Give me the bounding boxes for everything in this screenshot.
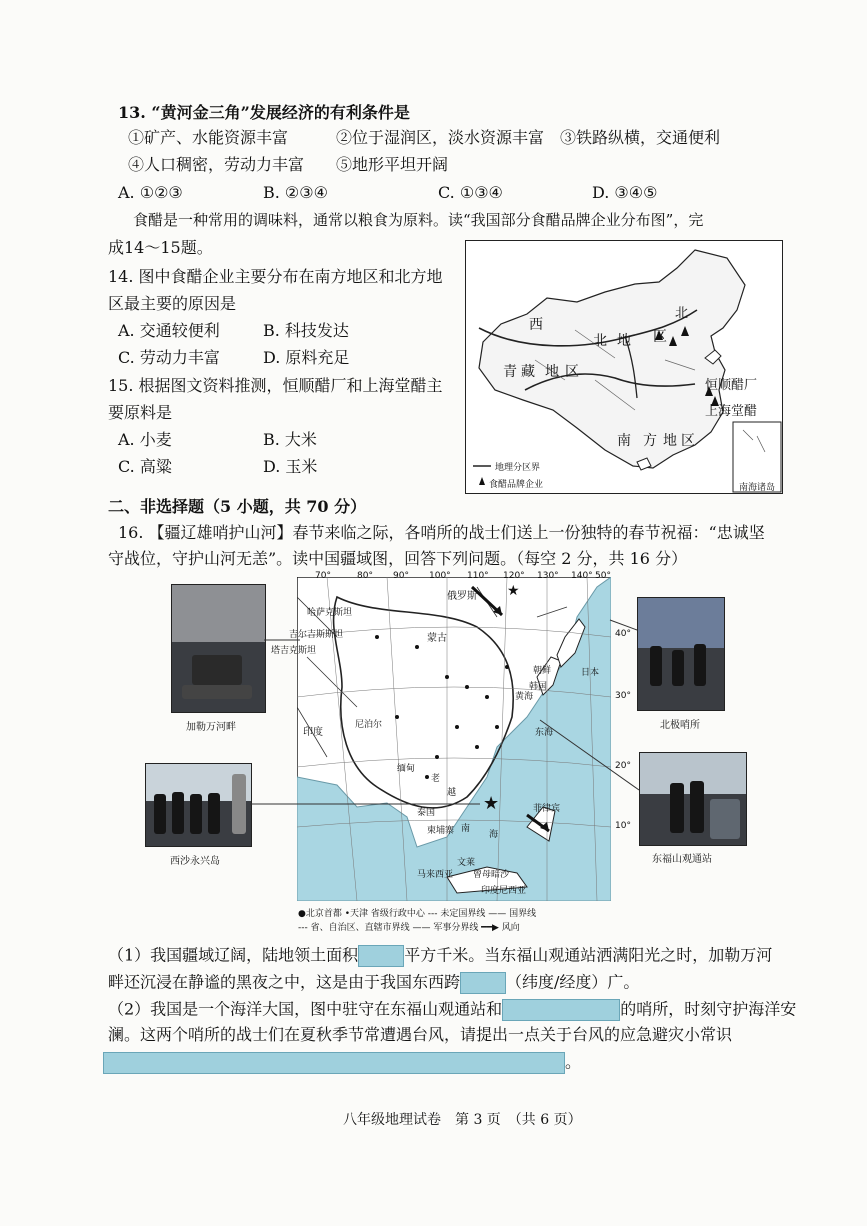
q16-sub1-text-a: （1）我国疆域辽阔，陆地领土面积 (108, 945, 359, 965)
lat-10: 10° (615, 821, 631, 831)
answer-blank-span[interactable] (460, 972, 506, 994)
label-korea: 朝鲜 (533, 666, 552, 676)
label-vietnam: 越 (447, 788, 457, 798)
label-philippines: 菲律宾 (533, 804, 561, 814)
lon-100: 100° (429, 571, 451, 581)
q16-line-1: 16. 【疆辽雄哨护山河】春节来临之际，各哨所的战士们送上一份独特的春节祝福：“忠诚坚 (118, 523, 765, 542)
q16-sub2-end: 。 (565, 1052, 582, 1072)
answer-blank-outpost[interactable] (502, 999, 620, 1021)
region-qinghai-2: 藏 (521, 364, 535, 380)
q15-option-d[interactable]: D. 玉米 (263, 457, 318, 476)
label-hengshun: 恒顺醋厂 (705, 378, 758, 393)
caption-xisha: 西沙永兴岛 (170, 856, 220, 867)
label-nepal: 尼泊尔 (355, 720, 383, 730)
lon-70: 70° (315, 571, 331, 581)
q15-option-a[interactable]: A. 小麦 (118, 430, 172, 449)
region-south-4: 区 (681, 433, 695, 449)
svg-text:★: ★ (507, 583, 520, 599)
q15-option-b[interactable]: B. 大米 (263, 430, 317, 449)
q16-sub2-text-b: 的哨所，时刻守护海洋安 (620, 999, 797, 1019)
map-legend-2: --- 省、自治区、直辖市界线 —— 军事分界线 ━━▶ 风向 (298, 923, 520, 933)
caption-dongfu: 东福山观通站 (652, 854, 712, 865)
q14-option-b[interactable]: B. 科技发达 (263, 321, 349, 340)
q13-option-b[interactable]: B. ②③④ (263, 183, 328, 202)
q13-conditions-2: ④人口稠密，劳动力丰富 ⑤地形平坦开阔 (128, 155, 449, 174)
region-qinghai-3: 地 (545, 364, 559, 380)
lon-110: 110° (467, 571, 489, 581)
region-north-partial: 北 (675, 306, 689, 321)
inset-label: 南海诸岛 (739, 483, 776, 493)
label-nan: 南 (461, 824, 471, 834)
caption-beiji: 北极哨所 (660, 720, 700, 731)
q14-stem-1: 14. 图中食醋企业主要分布在南方地区和北方地 (108, 267, 443, 286)
q16-line-2: 守战位，守护山河无恙”。读中国疆域图，回答下列问题。（每空 2 分，共 16 分） (108, 549, 688, 568)
q14-option-c[interactable]: C. 劳动力丰富 (118, 348, 220, 367)
page-footer: 八年级地理试卷 第 3 页 （共 6 页） (343, 1112, 582, 1128)
region-northwest-3: 地 (617, 333, 631, 349)
q14-stem-2: 区最主要的原因是 (108, 294, 237, 313)
lon-120: 120° (503, 571, 525, 581)
label-laos: 老 (431, 774, 441, 784)
q13-option-c[interactable]: C. ①③④ (438, 183, 503, 202)
label-malaysia: 马来西亚 (417, 870, 454, 880)
label-japan: 日本 (581, 668, 600, 678)
region-qinghai-1: 青 (503, 364, 517, 380)
lat-30: 30° (615, 691, 631, 701)
answer-blank-typhoon[interactable] (103, 1052, 565, 1074)
label-cambodia: 柬埔寨 (427, 826, 455, 836)
label-brunei: 文莱 (457, 858, 476, 868)
svg-text:★: ★ (483, 793, 500, 814)
answer-blank-area[interactable] (358, 945, 404, 967)
q16-sub1-text-c: 畔还沉浸在静谧的黑夜之中，这是由于我国东西跨 (108, 972, 461, 992)
region-northwest-2: 北 (593, 333, 607, 349)
legend-enterprise: 食醋品牌企业 (489, 480, 544, 490)
section2-title: 二、非选择题（5 小题，共 70 分） (108, 497, 367, 516)
region-south-3: 地 (663, 433, 677, 449)
label-zengmu: 曾母暗沙 (473, 870, 510, 880)
label-mongolia: 蒙古 (427, 633, 447, 644)
q16-sub2-line3 (103, 1052, 581, 1074)
q13-option-a[interactable]: A. ①②③ (118, 183, 183, 202)
label-indonesia: 印度尼西亚 (481, 886, 527, 896)
legend-boundary: 地理分区界 (495, 463, 541, 473)
q13-stem: 13. “黄河金三角”发展经济的有利条件是 (118, 103, 410, 122)
q16-sub1-text-b: 平方千米。当东福山观通站洒满阳光之时，加勒万河 (404, 945, 773, 965)
label-kyrgyz: 吉尔吉斯斯坦 (289, 630, 344, 640)
label-eastsea: 东海 (535, 728, 554, 738)
lat-40: 40° (615, 629, 631, 639)
label-skorea: 韩国 (529, 682, 548, 692)
label-india: 印度 (303, 727, 323, 738)
region-south-1: 南 (617, 433, 631, 449)
label-thailand: 泰国 (417, 808, 436, 818)
label-yellowsea: 黄海 (515, 692, 534, 702)
region-qinghai-4: 区 (565, 364, 579, 380)
q16-sub1-line1 (108, 945, 772, 967)
label-kazakh: 哈萨克斯坦 (307, 608, 353, 618)
label-shanghai: 上海堂醋 (705, 404, 758, 419)
lon-130: 130° (537, 571, 559, 581)
q15-stem-2: 要原料是 (108, 403, 173, 422)
q13-option-d[interactable]: D. ③④⑤ (592, 183, 658, 202)
q16-sub2-line1 (108, 999, 796, 1021)
caption-galwan: 加勒万河畔 (186, 722, 236, 733)
lon-150: 50° (595, 571, 611, 581)
label-tajik: 塔吉克斯坦 (271, 646, 317, 656)
q16-sub2-line2: 澜。这两个哨所的战士们在夏秋季节常遭遇台风，请提出一点关于台风的应急避灾小常识 (108, 1025, 733, 1044)
q14-option-d[interactable]: D. 原料充足 (263, 348, 350, 367)
region-northwest-4: 区 (653, 329, 667, 345)
label-hai: 海 (489, 830, 499, 840)
lon-140: 140° (571, 571, 593, 581)
q16-sub1-line2 (108, 972, 639, 994)
region-south-2: 方 (643, 433, 657, 449)
q14-option-a[interactable]: A. 交通较便利 (118, 321, 220, 340)
label-myanmar: 缅甸 (397, 764, 416, 774)
lon-80: 80° (357, 571, 373, 581)
q13-conditions-1: ①矿产、水能资源丰富 ②位于湿润区，淡水资源丰富 ③铁路纵横，交通便利 (128, 128, 721, 147)
map-legend-1: ●北京首都 •天津 省级行政中心 --- 未定国界线 —— 国界线 (298, 909, 537, 919)
q15-stem-1: 15. 根据图文资料推测，恒顺醋厂和上海堂醋主 (108, 376, 443, 395)
lon-90: 90° (393, 571, 409, 581)
intro-line-2: 成14～15题。 (108, 238, 213, 257)
intro-line-1: 食醋是一种常用的调味料，通常以粮食为原料。读“我国部分食醋品牌企业分布图”，完 (133, 211, 704, 229)
label-russia: 俄罗斯 (447, 591, 477, 602)
q16-sub2-text-a: （2）我国是一个海洋大国，图中驻守在东福山观通站和 (108, 999, 503, 1019)
region-northwest-1: 西 (529, 317, 543, 333)
q15-option-c[interactable]: C. 高粱 (118, 457, 172, 476)
q16-sub1-text-d: （纬度/经度）广。 (506, 972, 640, 992)
lat-20: 20° (615, 761, 631, 771)
